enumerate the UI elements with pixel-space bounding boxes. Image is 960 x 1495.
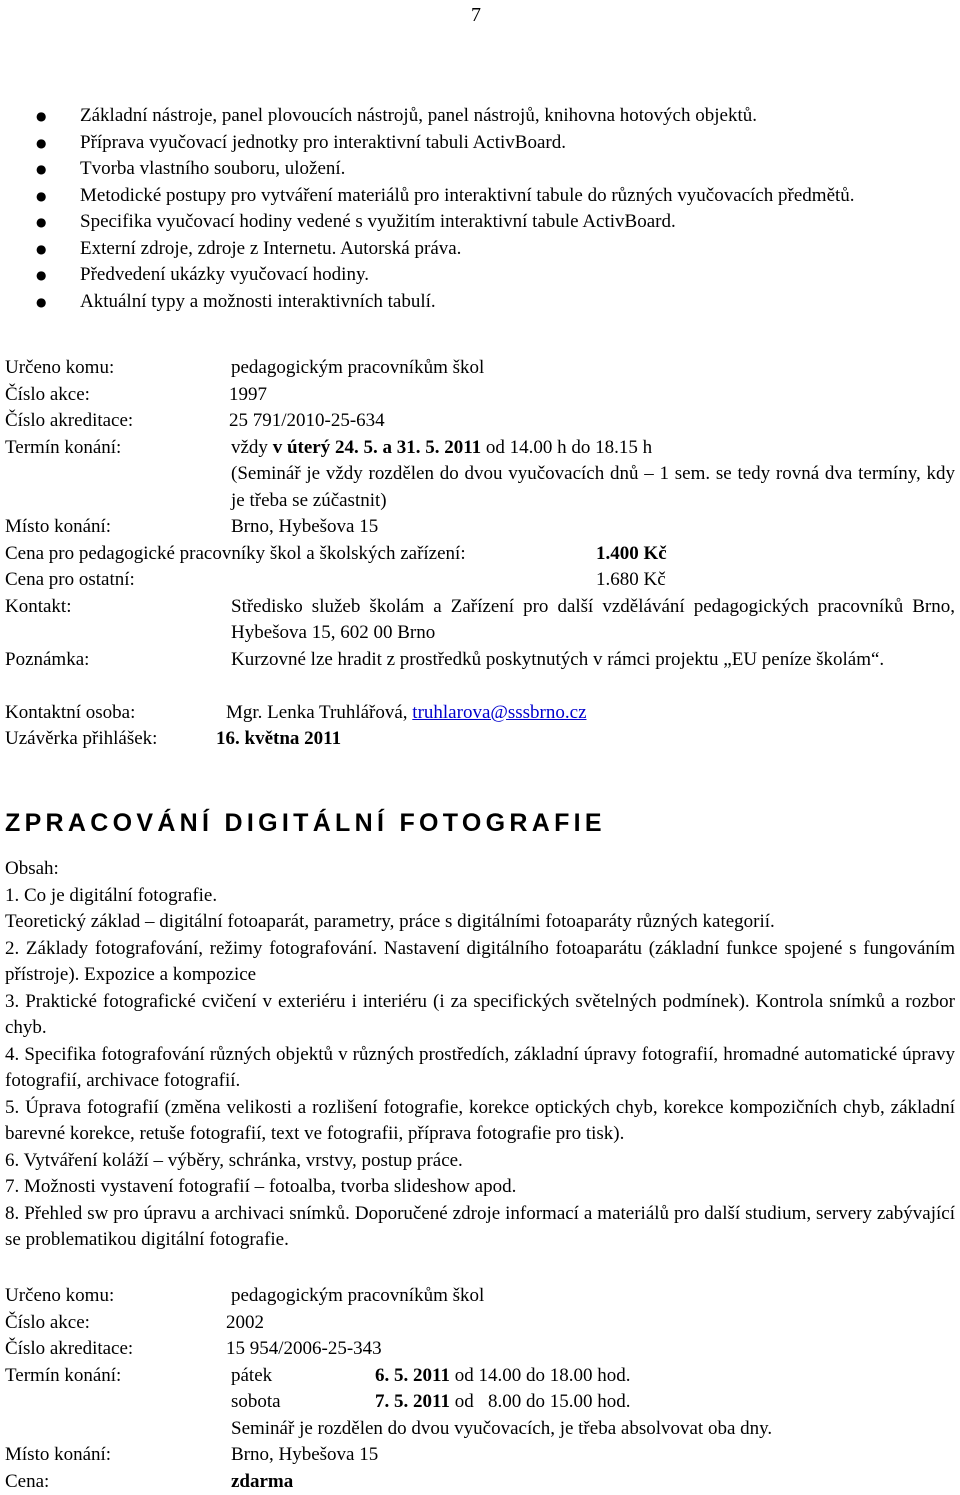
day-1: pátek — [231, 1363, 272, 1390]
action-number-label: Číslo akce: — [5, 382, 90, 409]
price-teachers-value: 1.400 Kč — [596, 541, 667, 568]
price-others-value: 1.680 Kč — [596, 567, 666, 594]
list-item: ● Specifika vyučovací hodiny vedené s využitím interaktivní tabule ActivBoard. — [0, 209, 960, 236]
action-number-value: 2002 — [226, 1310, 264, 1337]
accreditation-label: Číslo akreditace: — [5, 1336, 133, 1363]
page-number: 7 — [471, 2, 481, 29]
contact-person-label: Kontaktní osoba: — [5, 700, 135, 727]
note-value: Kurzovné lze hradit z prostředků poskytnutých v rámci projektu „EU peníze školám“. — [231, 647, 955, 674]
target-value: pedagogickým pracovníkům škol — [231, 355, 484, 382]
content-item: Teoretický základ – digitální fotoaparát, parametry, práce s digitálními fotoaparáty různých kategorií. — [5, 909, 955, 936]
day-2: sobota — [231, 1389, 281, 1416]
list-item: ● Externí zdroje, zdroje z Internetu. Autorská práva. — [0, 236, 960, 263]
content-item: 4. Specifika fotografování různých objektů v různých prostředích, základní úpravy fotografií, hromadné automatické úpravy fotografií, archivace fotografií. — [5, 1042, 955, 1095]
content-item: 2. Základy fotografování, režimy fotografování. Nastavení digitálního fotoaparátu (základní funkce spojené s fungováním přístroje). Expozice a kompozice — [5, 936, 955, 989]
contact-person-value: Mgr. Lenka Truhlářová, truhlarova@sssbrno.cz — [226, 700, 587, 727]
action-number-label: Číslo akce: — [5, 1310, 90, 1337]
accreditation-value: 25 791/2010-25-634 — [229, 408, 385, 435]
term-note: (Seminář je vždy rozdělen do dvou vyučovacích dnů – 1 sem. se tedy rovná dva termíny, kdy je třeba se zúčastnit) — [231, 461, 955, 514]
price-value: zdarma — [231, 1469, 293, 1495]
action-number-value: 1997 — [229, 382, 267, 409]
course-2-details — [5, 1283, 955, 1495]
target-value: pedagogickým pracovníkům škol — [231, 1283, 484, 1310]
contact-value: Středisko služeb školám a Zařízení pro další vzdělávání pedagogických pracovníků Brno, Hybešova 15, 602 00 Brno — [231, 594, 955, 647]
contents-label: Obsah: — [5, 856, 955, 883]
price-label: Cena: — [5, 1469, 49, 1495]
venue-value: Brno, Hybešova 15 — [231, 1442, 378, 1469]
accreditation-value: 15 954/2006-25-343 — [226, 1336, 382, 1363]
term-label: Termín konání: — [5, 1363, 121, 1390]
venue-value: Brno, Hybešova 15 — [231, 514, 378, 541]
list-item: ● Metodické postupy pro vytváření materiálů pro interaktivní tabule do různých vyučovacích předmětů. — [0, 183, 960, 210]
content-item: 8. Přehled sw pro úpravu a archivaci snímků. Doporučené zdroje informací a materiálů pro další studium, servery zabývající se problematikou digitální fotografie. — [5, 1201, 955, 1254]
email-link[interactable]: truhlarova@sssbrno.cz — [412, 702, 586, 723]
content-item: 3. Praktické fotografické cvičení v exteriéru i interiéru (i za specifických světelných podmínek). Kontrola snímků a rozbor chyb. — [5, 989, 955, 1042]
list-item: ● Základní nástroje, panel plovoucích nástrojů, panel nástrojů, knihovna hotových objektů. — [0, 103, 960, 130]
term-note: Seminář je rozdělen do dvou vyučovacích, je třeba absolvovat oba dny. — [231, 1416, 772, 1443]
list-item: ● Příprava vyučovací jednotky pro interaktivní tabuli ActivBoard. — [0, 130, 960, 157]
content-item: 6. Vytváření koláží – výběry, schránka, vrstvy, postup práce. — [5, 1148, 955, 1175]
term-label: Termín konání: — [5, 435, 121, 462]
course-1-details — [5, 355, 955, 753]
day-1-schedule: 6. 5. 2011 od 14.00 do 18.00 hod. — [375, 1363, 630, 1390]
section-heading: ZPRACOVÁNÍ DIGITÁLNÍ FOTOGRAFIE — [5, 808, 606, 838]
accreditation-label: Číslo akreditace: — [5, 408, 133, 435]
price-others-label: Cena pro ostatní: — [5, 567, 135, 594]
target-label: Určeno komu: — [5, 1283, 114, 1310]
content-item: 1. Co je digitální fotografie. — [5, 883, 955, 910]
content-item: 5. Úprava fotografií (změna velikosti a rozlišení fotografie, korekce optických chyb, korekce kompozičních chyb, základní barevné korekce, retuše fotografií, text ve fotografii, příprava fotografie pro tisk). — [5, 1095, 955, 1148]
deadline-label: Uzávěrka přihlášek: — [5, 726, 157, 753]
deadline-value: 16. května 2011 — [216, 726, 341, 753]
list-item: ● Tvorba vlastního souboru, uložení. — [0, 156, 960, 183]
term-value: vždy v úterý 24. 5. a 31. 5. 2011 od 14.00 h do 18.15 h — [231, 435, 652, 462]
venue-label: Místo konání: — [5, 1442, 111, 1469]
venue-label: Místo konání: — [5, 514, 111, 541]
target-label: Určeno komu: — [5, 355, 114, 382]
price-teachers-label: Cena pro pedagogické pracovníky škol a školských zařízení: — [5, 541, 466, 568]
note-label: Poznámka: — [5, 647, 89, 674]
contact-label: Kontakt: — [5, 594, 72, 621]
content-item: 7. Možnosti vystavení fotografií – fotoalba, tvorba slideshow apod. — [5, 1174, 955, 1201]
topic-list — [0, 103, 960, 315]
course-2-contents — [5, 856, 955, 1254]
list-item: ● Předvedení ukázky vyučovací hodiny. — [0, 262, 960, 289]
list-item: ● Aktuální typy a možnosti interaktivních tabulí. — [0, 289, 960, 316]
day-2-schedule: 7. 5. 2011 od 8.00 do 15.00 hod. — [375, 1389, 630, 1416]
